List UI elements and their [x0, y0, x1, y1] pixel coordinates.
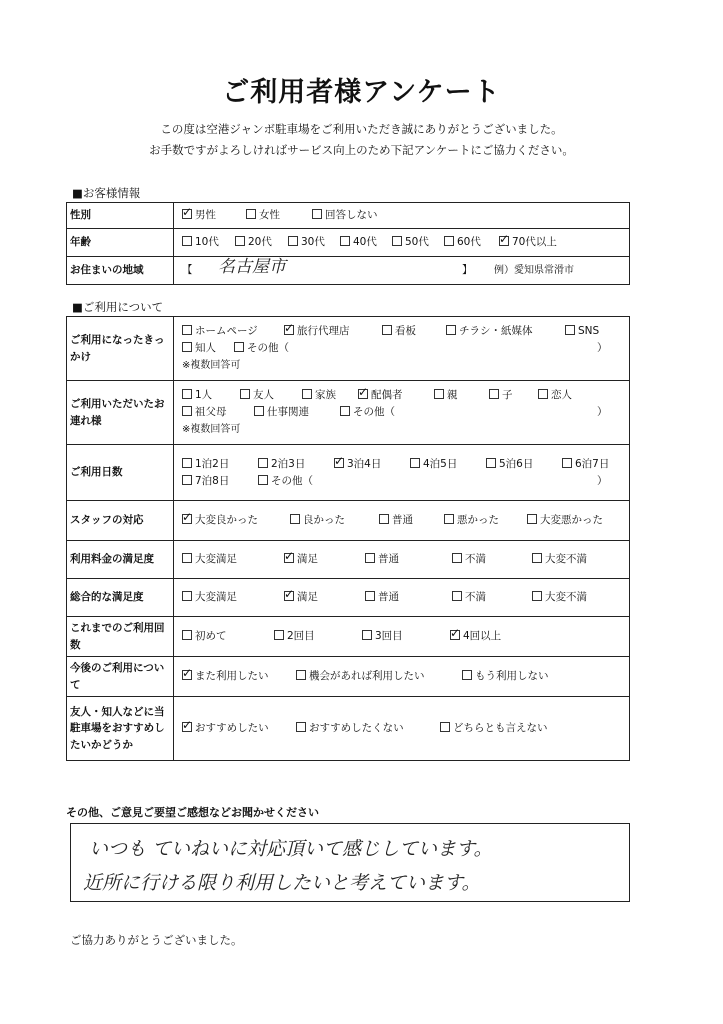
overall-option[interactable]: [365, 589, 399, 606]
checkbox-icon[interactable]: [452, 553, 462, 563]
trigger-note: ※複数回答可: [182, 360, 241, 371]
price-option[interactable]: [532, 551, 587, 568]
overall-label: 総合的な満足度: [67, 579, 174, 617]
checkbox-icon[interactable]: [274, 630, 284, 640]
address-bracket-close: 】: [462, 264, 473, 276]
checkbox-icon[interactable]: [532, 591, 542, 601]
gender-option[interactable]: [246, 207, 280, 224]
checked-checkbox-icon[interactable]: [182, 209, 192, 219]
checked-checkbox-icon[interactable]: [284, 553, 294, 563]
overall-option-label: 大変不満: [545, 591, 587, 603]
staff-option[interactable]: [527, 512, 603, 529]
checkbox-icon[interactable]: [538, 389, 548, 399]
comment-line-2: 近所に行ける限り利用したいと考えています。: [83, 872, 481, 894]
price-label: 利用料金の満足度: [67, 541, 174, 579]
checkbox-icon[interactable]: [258, 458, 268, 468]
trigger-other-close-paren: ）: [597, 342, 608, 354]
days-option-label: その他（: [271, 474, 313, 487]
section-customer-info: ■お客様情報: [72, 186, 141, 200]
companion-option-label: 友人: [253, 389, 274, 401]
days-option[interactable]: [562, 456, 609, 473]
history-option[interactable]: [450, 628, 501, 645]
history-option[interactable]: [274, 628, 315, 645]
overall-option-label: 不満: [465, 591, 486, 603]
checkbox-icon[interactable]: [410, 458, 420, 468]
gender-row: [67, 203, 630, 229]
age-option-label: 40代: [353, 236, 377, 248]
companion-option-label: 子: [502, 389, 513, 401]
days-option[interactable]: [182, 473, 229, 490]
age-option[interactable]: [182, 234, 219, 251]
companion-option-label: その他（: [353, 406, 395, 418]
checkbox-icon[interactable]: [382, 325, 392, 335]
checkbox-icon[interactable]: [362, 630, 372, 640]
price-option[interactable]: [452, 551, 486, 568]
recommend-row: [67, 697, 630, 761]
staff-option[interactable]: [379, 512, 413, 529]
checkbox-icon[interactable]: [532, 553, 542, 563]
price-row: [67, 541, 630, 579]
checkbox-icon[interactable]: [182, 236, 192, 246]
days-label: ご利用日数: [67, 445, 174, 501]
staff-option-label: 大変良かった: [195, 514, 258, 526]
checkbox-icon[interactable]: [444, 236, 454, 246]
companion-note: ※複数回答可: [182, 424, 241, 435]
overall-option-label: 満足: [297, 591, 318, 603]
intro-line-2: お手数ですがよろしければサービス向上のため下記アンケートにご協力ください。: [149, 143, 574, 157]
days-option[interactable]: [410, 456, 457, 473]
history-option[interactable]: [182, 628, 227, 645]
companion-option-label: 1人: [195, 389, 213, 401]
companion-option-label: 親: [447, 389, 458, 401]
checkbox-icon[interactable]: [312, 209, 322, 219]
trigger-option[interactable]: [284, 323, 350, 340]
price-option-label: 大変満足: [195, 553, 237, 565]
price-option[interactable]: [284, 551, 318, 568]
trigger-option-label: その他（: [247, 342, 289, 354]
days-option[interactable]: [182, 456, 229, 473]
address-label: お住まいの地域: [67, 257, 174, 285]
price-option[interactable]: [182, 551, 237, 568]
recommend-option-label: おすすめしたくない: [309, 722, 404, 734]
checkbox-icon[interactable]: [182, 389, 192, 399]
staff-option-label: 良かった: [303, 514, 345, 526]
overall-option[interactable]: [284, 589, 318, 606]
comments-heading: その他、ご意見ご要望ご感想などお聞かせください: [66, 806, 319, 819]
checkbox-icon[interactable]: [462, 670, 472, 680]
trigger-option-label: チラシ・紙媒体: [459, 325, 533, 337]
price-option-label: 不満: [465, 553, 486, 565]
trigger-option-label: SNS: [578, 325, 600, 337]
comments-box[interactable]: [70, 823, 630, 902]
checkbox-icon[interactable]: [182, 591, 192, 601]
checkbox-icon[interactable]: [182, 630, 192, 640]
days-option[interactable]: [258, 456, 305, 473]
companion-option-label: 恋人: [551, 389, 572, 401]
checkbox-icon[interactable]: [182, 406, 192, 416]
gender-option-label: 回答しない: [325, 209, 378, 221]
days-option[interactable]: [334, 456, 381, 473]
companion-option[interactable]: [182, 387, 212, 404]
checkbox-icon[interactable]: [486, 458, 496, 468]
days-option-label: 1泊2日: [195, 457, 230, 470]
trigger-row: [67, 317, 630, 381]
section-usage: ■ご利用について: [72, 300, 164, 314]
checkbox-icon[interactable]: [182, 475, 192, 485]
checkbox-icon[interactable]: [562, 458, 572, 468]
checkbox-icon[interactable]: [240, 389, 250, 399]
checked-checkbox-icon[interactable]: [450, 630, 460, 640]
age-option-label: 70代以上: [512, 236, 557, 248]
trigger-option-label: ホームページ: [195, 325, 258, 337]
checkbox-icon[interactable]: [379, 514, 389, 524]
overall-option[interactable]: [182, 589, 237, 606]
staff-option-label: 普通: [392, 514, 413, 526]
gender-option[interactable]: [312, 207, 378, 224]
checkbox-icon[interactable]: [258, 475, 268, 485]
checkbox-icon[interactable]: [290, 514, 300, 524]
staff-option[interactable]: [444, 512, 499, 529]
future-option-label: 機会があれば利用したい: [309, 670, 425, 682]
checked-checkbox-icon[interactable]: [284, 591, 294, 601]
staff-label: スタッフの対応: [67, 501, 174, 541]
intro-line-1: この度は空港ジャンボ駐車場をご利用いただき誠にありがとうございました。: [160, 122, 563, 136]
companion-option[interactable]: [434, 387, 458, 404]
checked-checkbox-icon[interactable]: [182, 514, 192, 524]
checkbox-icon[interactable]: [235, 236, 245, 246]
companion-option[interactable]: [489, 387, 513, 404]
checkbox-icon[interactable]: [296, 722, 306, 732]
address-example: 例）愛知県常滑市: [494, 265, 574, 276]
recommend-option-label: おすすめしたい: [195, 722, 269, 734]
overall-option-label: 大変満足: [195, 591, 237, 603]
age-option-label: 50代: [405, 236, 429, 248]
history-option-label: 初めて: [195, 630, 227, 642]
address-bracket-open: 【: [182, 264, 193, 276]
companion-option[interactable]: [240, 387, 274, 404]
checkbox-icon[interactable]: [182, 553, 192, 563]
staff-row: [67, 501, 630, 541]
age-option[interactable]: [235, 234, 272, 251]
trigger-option[interactable]: [182, 340, 216, 357]
age-option[interactable]: [392, 234, 429, 251]
checkbox-icon[interactable]: [565, 325, 575, 335]
companion-option-label: 仕事関連: [267, 406, 309, 418]
price-option-label: 普通: [378, 553, 399, 565]
days-option-label: 4泊5日: [423, 457, 458, 470]
days-option[interactable]: [486, 456, 533, 473]
checkbox-icon[interactable]: [302, 389, 312, 399]
days-option-label: 5泊6日: [499, 457, 534, 470]
future-option-label: もう利用しない: [475, 670, 549, 682]
checkbox-icon[interactable]: [234, 342, 244, 352]
future-row: [67, 657, 630, 697]
gender-option-label: 男性: [195, 209, 216, 221]
age-option[interactable]: [340, 234, 377, 251]
age-option-label: 20代: [248, 236, 272, 248]
trigger-option[interactable]: [382, 323, 416, 340]
trigger-label: ご利用になったきっかけ: [67, 317, 174, 381]
history-option-label: 3回目: [375, 630, 403, 642]
checkbox-icon[interactable]: [340, 406, 350, 416]
checkbox-icon[interactable]: [340, 236, 350, 246]
checked-checkbox-icon[interactable]: [182, 670, 192, 680]
companion-option[interactable]: [182, 404, 227, 421]
days-other-close-paren: ）: [597, 474, 608, 487]
staff-option-label: 悪かった: [457, 514, 499, 526]
recommend-option[interactable]: [296, 720, 404, 737]
checkbox-icon[interactable]: [365, 553, 375, 563]
companion-other-close-paren: ）: [597, 406, 608, 418]
trigger-option[interactable]: [182, 323, 258, 340]
checked-checkbox-icon[interactable]: [334, 458, 344, 468]
checkbox-icon[interactable]: [182, 342, 192, 352]
history-option[interactable]: [362, 628, 403, 645]
history-label: これまでのご利用回数: [67, 617, 174, 657]
comment-line-1: いつも ていねいに対応頂いて感じしています。: [89, 838, 493, 860]
price-option-label: 満足: [297, 553, 318, 565]
companion-option[interactable]: [538, 387, 572, 404]
checkbox-icon[interactable]: [288, 236, 298, 246]
checkbox-icon[interactable]: [452, 591, 462, 601]
checked-checkbox-icon[interactable]: [182, 722, 192, 732]
gender-label: 性別: [67, 203, 174, 229]
age-option[interactable]: [499, 234, 557, 251]
companion-option-label: 家族: [315, 389, 336, 401]
trigger-option[interactable]: [234, 340, 289, 357]
age-row: [67, 229, 630, 257]
checkbox-icon[interactable]: [254, 406, 264, 416]
staff-option[interactable]: [182, 512, 258, 529]
future-label: 今後のご利用について: [67, 657, 174, 697]
address-handwritten-value[interactable]: 名古屋市: [218, 257, 286, 277]
overall-row: [67, 579, 630, 617]
days-option-label: 3泊4日: [347, 457, 382, 470]
future-option[interactable]: [296, 668, 425, 685]
staff-option[interactable]: [290, 512, 345, 529]
trigger-option[interactable]: [446, 323, 533, 340]
price-option-label: 大変不満: [545, 553, 587, 565]
history-option-label: 4回以上: [463, 630, 502, 642]
checkbox-icon[interactable]: [489, 389, 499, 399]
recommend-option[interactable]: [182, 720, 269, 737]
days-option-label: 6泊7日: [575, 457, 610, 470]
overall-option[interactable]: [452, 589, 486, 606]
age-option[interactable]: [444, 234, 481, 251]
trigger-option-label: 知人: [195, 342, 216, 354]
companion-option-label: 祖父母: [195, 406, 227, 418]
checkbox-icon[interactable]: [296, 670, 306, 680]
gender-option-label: 女性: [259, 209, 280, 221]
price-option[interactable]: [365, 551, 399, 568]
checkbox-icon[interactable]: [392, 236, 402, 246]
companion-option[interactable]: [358, 387, 403, 404]
checkbox-icon[interactable]: [365, 591, 375, 601]
companion-option-label: 配偶者: [371, 389, 403, 401]
checkbox-icon[interactable]: [434, 389, 444, 399]
overall-option-label: 普通: [378, 591, 399, 603]
history-row: [67, 617, 630, 657]
checkbox-icon[interactable]: [246, 209, 256, 219]
closing-text: ご協力ありがとうございました。: [70, 933, 243, 947]
age-option-label: 60代: [457, 236, 481, 248]
days-option-label: 7泊8日: [195, 474, 230, 487]
overall-option[interactable]: [532, 589, 587, 606]
companion-option[interactable]: [302, 387, 336, 404]
staff-option-label: 大変悪かった: [540, 514, 603, 526]
gender-options: [182, 207, 629, 224]
days-option-label: 2泊3日: [271, 457, 306, 470]
checkbox-icon[interactable]: [182, 325, 192, 335]
checkbox-icon[interactable]: [440, 722, 450, 732]
companion-label: ご利用いただいたお連れ様: [67, 381, 174, 445]
checked-checkbox-icon[interactable]: [499, 236, 509, 246]
checkbox-icon[interactable]: [444, 514, 454, 524]
trigger-option-label: 旅行代理店: [297, 325, 350, 337]
companion-option[interactable]: [254, 404, 309, 421]
checkbox-icon[interactable]: [446, 325, 456, 335]
future-option-label: また利用したい: [195, 670, 269, 682]
page-title: ご利用者様アンケート: [222, 77, 501, 108]
usage-table: [66, 316, 630, 761]
history-option-label: 2回目: [287, 630, 315, 642]
companion-option[interactable]: [340, 404, 395, 421]
age-option[interactable]: [288, 234, 325, 251]
trigger-option-label: 看板: [395, 325, 416, 337]
age-option-label: 10代: [195, 236, 219, 248]
age-option-label: 30代: [301, 236, 325, 248]
days-option[interactable]: [258, 473, 313, 490]
checked-checkbox-icon[interactable]: [284, 325, 294, 335]
future-option[interactable]: [462, 668, 549, 685]
checkbox-icon[interactable]: [182, 458, 192, 468]
age-options: [182, 234, 629, 251]
recommend-label: 友人・知人などに当駐車場をおすすめしたいかどうか: [67, 697, 174, 761]
companion-row: [67, 381, 630, 445]
trigger-option[interactable]: [565, 323, 599, 340]
days-row: [67, 445, 630, 501]
recommend-option[interactable]: [440, 720, 548, 737]
checked-checkbox-icon[interactable]: [358, 389, 368, 399]
address-row: [67, 257, 630, 285]
customer-info-table: [66, 202, 630, 285]
future-option[interactable]: [182, 668, 269, 685]
age-label: 年齢: [67, 229, 174, 257]
recommend-option-label: どちらとも言えない: [453, 722, 548, 734]
checkbox-icon[interactable]: [527, 514, 537, 524]
gender-option[interactable]: [182, 207, 216, 224]
